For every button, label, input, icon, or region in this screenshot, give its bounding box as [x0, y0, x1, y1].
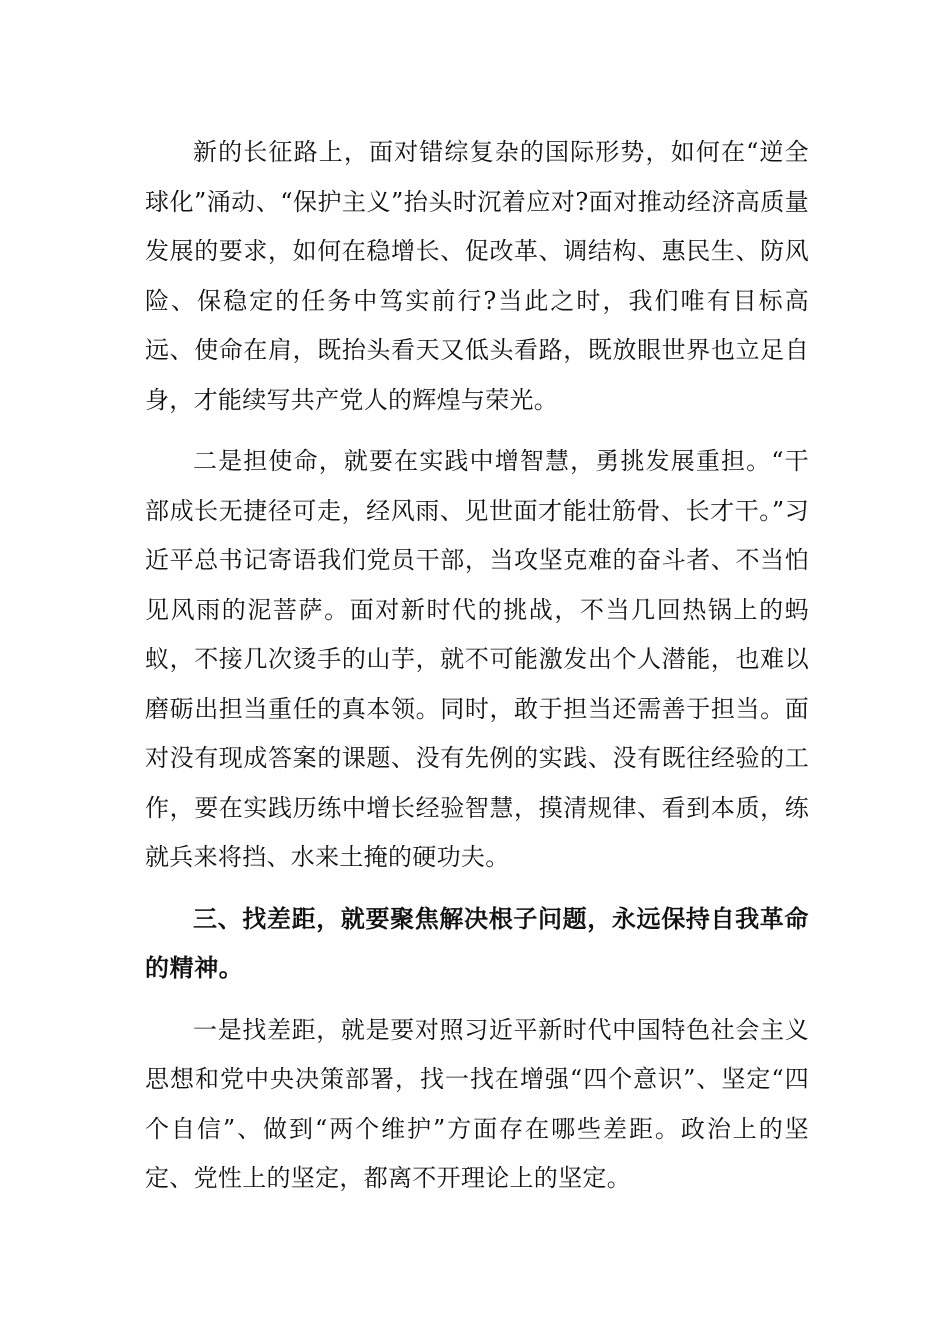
- paragraph-find-gaps: 一是找差距，就是要对照习近平新时代中国特色社会主义思想和党中央决策部署，找一找在增强“四个意识”、坚定“四个自信”、做到“两个维护”方面存在哪些差距。政治上的坚定、党性上的坚定，都离不开理论上的坚定。: [145, 1015, 809, 1192]
- paragraph-new-long-march: 新的长征路上，面对错综复杂的国际形势，如何在“逆全球化”涌动、“保护主义”抬头时沉着应对?面对推动经济高质量发展的要求，如何在稳增长、促改革、调结构、惠民生、防风险、保稳定的任务中笃实前行?当此之时，我们唯有目标高远、使命在肩，既抬头看天又低头看路，既放眼世界也立足自身，才能续写共产党人的辉煌与荣光。: [145, 138, 809, 414]
- section-heading-find-gaps: 三、找差距，就要聚焦解决根子问题，永远保持自我革命的精神。: [145, 904, 809, 982]
- paragraph-take-on-mission: 二是担使命，就要在实践中增智慧，勇挑发展重担。“干部成长无捷径可走，经风雨、见世面才能壮筋骨、长才干。”习近平总书记寄语我们党员干部，当攻坚克难的奋斗者、不当怕见风雨的泥菩萨。面对新时代的挑战，不当几回热锅上的蚂蚁，不接几次烫手的山芋，就不可能激发出个人潜能，也难以磨砺出担当重任的真本领。同时，敢于担当还需善于担当。面对没有现成答案的课题、没有先例的实践、没有既往经验的工作，要在实践历练中增长经验智慧，摸清规律、看到本质，练就兵来将挡、水来土掩的硬功夫。: [145, 447, 809, 871]
- document-body: [145, 128, 809, 1216]
